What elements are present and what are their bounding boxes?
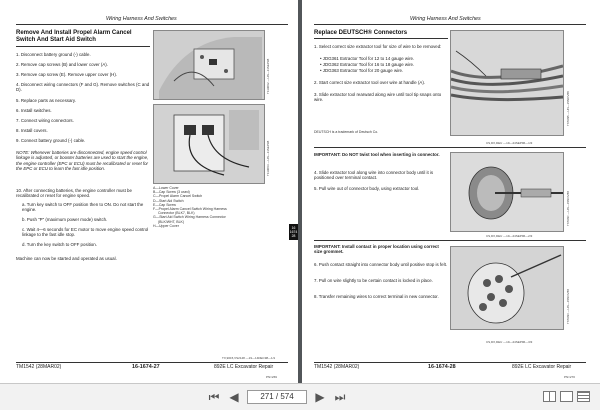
section-code-2: CS,DX,DEU —19—24SEP96—2/3 <box>486 234 533 238</box>
title-rule <box>16 46 150 47</box>
step-5: 5. Replace parts as necessary. <box>16 98 76 103</box>
first-page-icon: ⏮ <box>208 390 220 404</box>
legend-item: E—Cap Screw <box>153 202 176 207</box>
single-page-view-icon[interactable] <box>560 391 573 402</box>
footer-manual-id: TM1542 (28MAR02) <box>314 364 360 370</box>
legend-item: D—Start Aid Switch <box>153 198 184 203</box>
next-page-button[interactable] <box>312 389 328 405</box>
right-page <box>302 0 600 383</box>
step-4: 4. Slide extractor tool along wire into connector body until it is positioned over terminal contact. <box>314 170 434 181</box>
last-page-icon: ⏭ <box>334 390 346 404</box>
first-page-button[interactable] <box>206 389 222 405</box>
footer-pn: PN=269 <box>266 375 277 379</box>
legend-item: H—Upper Cover <box>153 223 179 228</box>
photo-code-3: T6796D —UN—15NOV88 <box>566 288 570 324</box>
footer-page-number: 16-1674-28 <box>428 364 456 370</box>
section-tab: 16 1674 28 <box>289 226 298 238</box>
next-page-icon: ▶ <box>315 390 325 404</box>
step-8: 8. Transfer remaining wires to correct terminal in new connector. <box>314 294 439 299</box>
legend-item: (BLK/WHT, BLK) <box>158 219 185 224</box>
footer-model: 892E LC Excavator Repair <box>512 364 572 370</box>
step-6: 6. Push contact straight into connector body until positive stop is felt. <box>314 262 448 267</box>
photo-code-1: T6796B —UN—15NOV88 <box>566 91 570 126</box>
step-5: 5. Pull wire out of connector body, using extractor tool. <box>314 186 420 191</box>
step-10: 10. After connecting batteries, the engine controller must be recalibrated or reset for engine speed. <box>16 188 132 199</box>
footer-manual-id: TM1542 (28MAR02) <box>16 364 62 370</box>
left-header: Wiring Harness And Switches <box>106 16 177 22</box>
footer-rule <box>16 362 288 363</box>
photo-code-2: T119063 —UN—11SEP98 <box>266 140 270 176</box>
important-note-1: IMPORTANT: Do NOT twist tool when inserting in connector. <box>314 152 440 157</box>
trademark-note: DEUTSCH is a trademark of Deutsch Co. <box>314 130 379 134</box>
step-3: 3. Slide extractor tool rearward along wire until tool tip snaps onto wire. <box>314 92 442 103</box>
switch-wiring-photo <box>153 104 265 184</box>
step-4: 4. Disconnect wiring connectors (F and G). Remove switches (C and D). <box>16 82 150 93</box>
contact-install-photo <box>450 246 564 330</box>
left-page <box>0 0 298 383</box>
section-code-3: CS,DX,DEU —19—24SEP96—3/3 <box>486 340 533 344</box>
header-rule <box>314 24 586 25</box>
previous-page-icon: ◀ <box>229 390 239 404</box>
thumbnail-view-icon[interactable] <box>577 391 590 402</box>
section-rule <box>314 147 586 148</box>
tool-item: • JDG362 Extractor Tool for 16 to 18 gauge wire. <box>320 62 415 67</box>
substep-a: a. Turn key switch to OFF position then to ON. Do not start the engine. <box>22 202 144 213</box>
step-7: 7. Pull on wire slightly to be certain contact is locked in place. <box>314 278 433 283</box>
note: NOTE: Whenever batteries are disconnected, engine speed control linkage is adjusted, or booster batteries are used to start the engine, the engine controller (EPC or ECU) must be recalibrated or reset for the EPC or ECU to learn the fast idle position. <box>16 150 149 172</box>
step-1: 1. Disconnect battery ground (-) cable. <box>16 52 91 57</box>
section-rule <box>314 240 586 241</box>
substep-b: b. Push "P" (maximum power mode) switch. <box>22 217 108 222</box>
two-page-view-icon[interactable] <box>543 391 556 402</box>
legend <box>153 186 278 228</box>
legend-item: F—Propel Alarm Cancel Switch Wiring Harness <box>153 207 227 212</box>
step-6: 6. Install switches. <box>16 108 52 113</box>
legend-item: A—Lower Cover <box>153 186 179 190</box>
legend-item: G—Start Aid Switch Wiring Harness Connector <box>153 215 226 220</box>
viewer-toolbar <box>0 383 600 410</box>
tool-item: • JDG361 Extractor Tool for 12 to 14 gauge wire. <box>320 56 415 61</box>
footer-page-number: 16-1674-27 <box>132 364 160 370</box>
photo-code-1: T119062 —UN—11SEP98 <box>266 58 270 94</box>
page-number-input[interactable]: 271 / 574 <box>247 390 307 404</box>
photo-code-2: T6796C —UN—15NOV88 <box>566 190 570 226</box>
step-9: 9. Connect battery ground (-) cable. <box>16 138 86 143</box>
legend-item: Connector (BLK7, BLK) <box>158 211 195 216</box>
step-3: 3. Remove cap screw (E). Remove upper cover (H). <box>16 72 118 77</box>
step-8: 8. Install covers. <box>16 128 48 133</box>
right-section-title: Replace DEUTSCH® Connectors <box>314 30 408 36</box>
last-page-button[interactable] <box>332 389 348 405</box>
tool-item: • JDG363 Extractor Tool for 20 gauge wire. <box>320 68 404 73</box>
step-1: 1. Select correct size extractor tool for size of wire to be removed: <box>314 44 442 49</box>
right-header: Wiring Harness And Switches <box>410 16 481 22</box>
header-rule <box>16 24 288 25</box>
important-note-2: IMPORTANT: Install contact in proper location using correct size grommet. <box>314 244 439 255</box>
footer-rule <box>314 362 586 363</box>
substep-c: c. Wait 4—6 seconds for EC motor to move engine speed control linkage to the fast idle stop. <box>22 227 149 238</box>
substep-d: d. Turn the key switch to OFF position. <box>22 242 97 247</box>
step-7: 7. Connect wiring connectors. <box>16 118 74 123</box>
footer-model: 892E LC Excavator Repair <box>214 364 274 370</box>
bottom-ref-code: TX,9015,VS2148 —19—14DEC98—1/1 <box>222 356 276 360</box>
step-2: 2. Remove cap screws (B) and lower cover (A). <box>16 62 108 67</box>
switch-cover-photo <box>153 30 265 100</box>
left-section-title: Remove And Install Propel Alarm Cancel Switch And Start Aid Switch <box>16 30 132 43</box>
section-code-1: CS,DX,DEU —19—24SEP96—1/3 <box>486 141 533 145</box>
extractor-tool-photo <box>450 30 564 136</box>
legend-item: B—Cap Screw (3 used) <box>153 190 190 195</box>
legend-item: C—Propel Alarm Cancel Switch <box>153 194 203 199</box>
footer-pn: PN=270 <box>564 375 575 379</box>
closing-text: Machine can now be started and operated as usual. <box>16 256 117 261</box>
previous-page-button[interactable] <box>226 389 242 405</box>
connector-removal-photo <box>450 152 564 232</box>
title-rule <box>314 38 448 39</box>
step-2: 2. Start correct size extractor tool over wire at handle (A). <box>314 80 426 85</box>
